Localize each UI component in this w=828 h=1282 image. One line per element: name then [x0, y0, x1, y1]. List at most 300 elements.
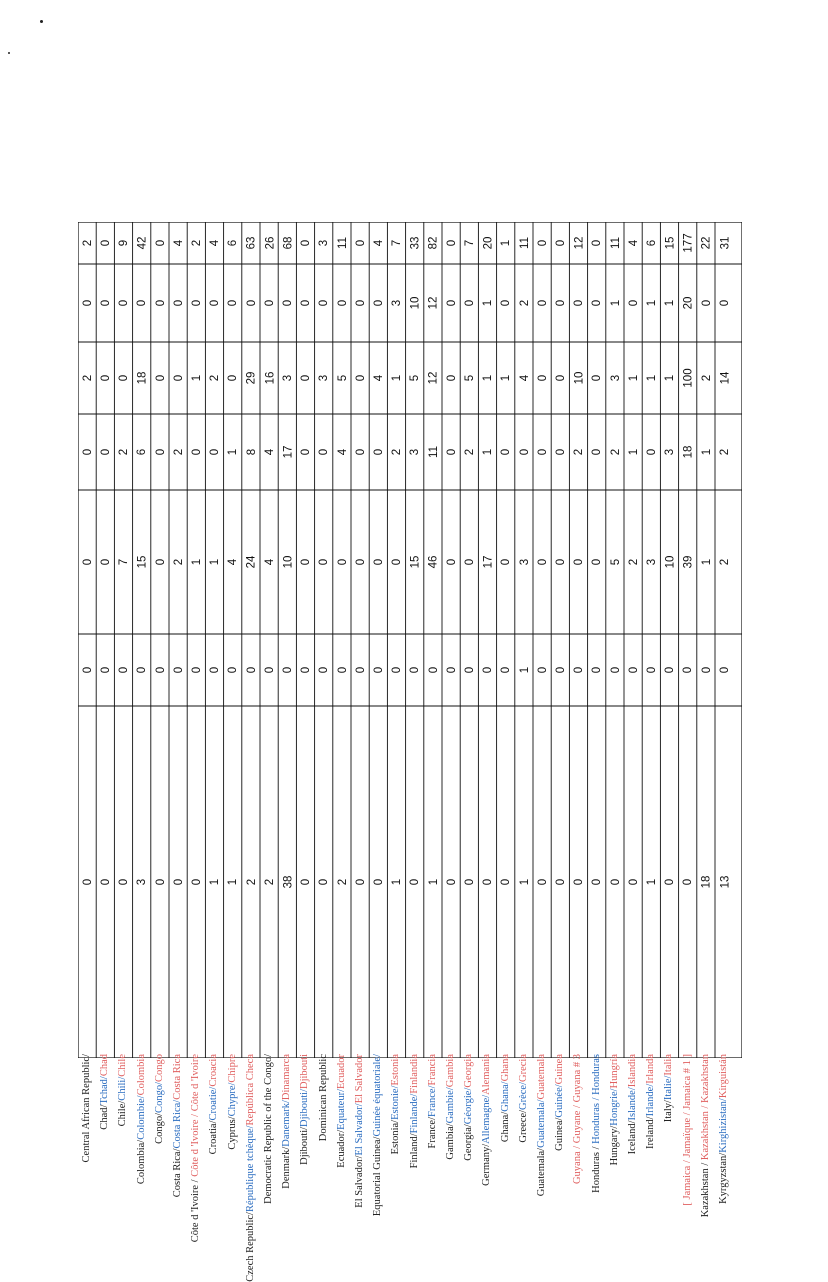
table-cell: 0 — [373, 558, 386, 566]
row-label — [298, 1054, 316, 1165]
table-cell: 38 — [282, 875, 295, 889]
table-cell: 0 — [555, 558, 568, 566]
table-cell: 2 — [118, 448, 131, 456]
table-cell: 0 — [300, 374, 313, 382]
row-label-part: Djibouti — [299, 1054, 311, 1090]
table-cell: 2 — [336, 878, 349, 886]
table-cell: 3 — [318, 239, 331, 247]
table-cell: 0 — [209, 666, 222, 674]
table-cell: 0 — [537, 666, 549, 674]
table-cell: 82 — [427, 236, 440, 250]
table-cell: 0 — [664, 878, 677, 886]
table-cell: 0 — [500, 558, 513, 566]
table-cell: 15 — [409, 555, 422, 569]
table-cell: 0 — [100, 666, 113, 674]
row-label — [590, 1054, 608, 1193]
table-cell: 1 — [500, 374, 513, 382]
row-label — [681, 1054, 699, 1206]
row-label — [98, 1054, 116, 1130]
table-cell: 0 — [154, 448, 167, 456]
table-grid — [78, 222, 742, 1058]
row-label-part: Kazakhstan / — [699, 1160, 711, 1218]
table-cell: 20 — [482, 236, 495, 250]
table-cell: 6 — [227, 239, 240, 247]
table-cell: 0 — [318, 299, 331, 307]
table-cell: 0 — [300, 666, 313, 674]
table-cell: 0 — [191, 878, 204, 886]
table-cell: 0 — [245, 299, 258, 307]
rotated-table — [78, 222, 742, 1282]
table-cell: 24 — [245, 555, 258, 569]
table-cell: 15 — [664, 236, 677, 250]
table-cell: 4 — [628, 239, 640, 247]
row-label — [553, 1054, 571, 1151]
table-cell: 2 — [209, 374, 222, 382]
table-cell: 0 — [191, 299, 204, 307]
table-cell: 0 — [300, 558, 313, 566]
table-cell: 3 — [409, 448, 422, 456]
table-cell: 0 — [464, 299, 477, 307]
table-cell: 0 — [500, 448, 513, 456]
row-label-part: Gambia — [445, 1054, 456, 1088]
table-cell: 1 — [518, 878, 531, 886]
table-cell: 0 — [446, 374, 458, 382]
row-label-part: France/ — [426, 1117, 438, 1149]
row-label-part: Finlandia — [408, 1054, 420, 1094]
table-cell: 0 — [300, 299, 313, 307]
table-cell: 0 — [355, 299, 367, 307]
table-cell: 0 — [555, 299, 568, 307]
table-cell: 0 — [609, 878, 622, 886]
table-cell: 0 — [191, 666, 204, 674]
row-label-part: Ecuador/ — [335, 1129, 347, 1168]
row-label-part: Tchad/ — [99, 1076, 111, 1105]
table-cell: 26 — [263, 236, 276, 250]
row-label-part: Gambie/ — [445, 1087, 456, 1124]
table-cell: 5 — [409, 374, 422, 382]
row-label-part: Francia — [426, 1054, 438, 1086]
table-cell: 2 — [518, 299, 531, 307]
table-cell: 0 — [336, 558, 349, 566]
table-cell: 4 — [209, 239, 222, 247]
table-cell: 0 — [82, 558, 94, 566]
table-cell: 2 — [191, 239, 204, 247]
table-cell: 0 — [227, 299, 240, 307]
row-label — [207, 1054, 225, 1155]
row-label-part: Hungary/ — [608, 1125, 620, 1166]
row-label — [135, 1054, 153, 1185]
row-label — [480, 1054, 498, 1186]
row-label-part: Denmark/ — [281, 1146, 293, 1189]
row-label-part: Ecuador — [335, 1054, 347, 1089]
table-cell: 0 — [555, 374, 568, 382]
table-cell: 2 — [391, 448, 404, 456]
row-label — [262, 1054, 280, 1204]
table-cell: 0 — [591, 878, 604, 886]
table-cell: 17 — [282, 445, 295, 459]
table-cell: 15 — [136, 555, 149, 569]
table-cell: 0 — [355, 878, 367, 886]
table-cell: 63 — [245, 236, 258, 250]
row-label-part: Guinea/ — [554, 1117, 566, 1151]
table-cell: 20 — [682, 296, 695, 310]
row-label — [317, 1054, 335, 1142]
table-cell: 13 — [718, 875, 731, 889]
table-cell: 1 — [646, 374, 659, 382]
row-label-part: El Salvador/ — [354, 1155, 365, 1208]
table-cell: 1 — [427, 878, 440, 886]
table-cell: 0 — [646, 448, 659, 456]
row-label — [426, 1054, 444, 1149]
row-label-part: Irlanda — [645, 1054, 657, 1084]
table-cell: 0 — [355, 558, 367, 566]
table-cell: 2 — [82, 239, 94, 247]
table-cell: 0 — [682, 878, 695, 886]
row-label — [408, 1054, 426, 1169]
table-cell: 0 — [700, 299, 713, 307]
table-cell: 2 — [173, 558, 185, 566]
table-cell: 3 — [136, 878, 149, 886]
table-cell: 4 — [227, 558, 240, 566]
table-cell: 2 — [464, 448, 477, 456]
table-cell: 0 — [427, 666, 440, 674]
table-cell: 18 — [136, 371, 149, 385]
row-label — [171, 1054, 189, 1198]
table-cell: 1 — [482, 374, 495, 382]
table-cell: 0 — [173, 666, 185, 674]
table-cell: 0 — [300, 239, 313, 247]
table-cell: 0 — [591, 299, 604, 307]
table-cell: 0 — [446, 239, 458, 247]
row-label-part: Croatia/ — [208, 1120, 220, 1155]
table-cell: 10 — [282, 555, 295, 569]
table-cell: 0 — [628, 878, 640, 886]
table-cell: 0 — [373, 666, 386, 674]
row-label-part: Guatemala/ — [536, 1099, 547, 1148]
row-label-part: Costa Rica/ — [172, 1099, 183, 1149]
table-cell: 2 — [264, 878, 276, 886]
table-cell: 0 — [82, 448, 94, 456]
row-label-part: France/ — [426, 1085, 438, 1117]
table-cell: 1 — [482, 299, 495, 307]
table-cell: 1 — [609, 299, 622, 307]
row-label — [244, 1054, 262, 1282]
row-label-part: Kirghizistan/ — [718, 1098, 729, 1153]
table-cell: 1 — [191, 374, 204, 382]
table-cell: 0 — [719, 299, 731, 307]
table-cell: 17 — [482, 555, 495, 569]
table-cell: 1 — [628, 374, 640, 382]
row-label-part: Guinea — [554, 1054, 566, 1085]
table-cell: 177 — [682, 233, 695, 253]
table-cell: 7 — [118, 558, 131, 566]
row-label-part: Congo/ — [153, 1112, 165, 1144]
table-cell: 0 — [664, 666, 677, 674]
table-cell: 11 — [427, 446, 440, 458]
table-cell: 46 — [427, 555, 440, 569]
table-cell: 0 — [555, 448, 568, 456]
table-cell: 0 — [609, 666, 622, 674]
table-cell: 1 — [482, 448, 495, 456]
table-cell: 0 — [464, 558, 477, 566]
table-cell: 2 — [719, 448, 731, 456]
row-label-part: Alemania — [481, 1054, 493, 1095]
table-cell: 31 — [718, 236, 731, 250]
row-label-part: République tchèque/ — [244, 1125, 256, 1213]
row-label-part: Guinée équatoriale/ — [372, 1054, 384, 1137]
row-label-part: Grèce/ — [517, 1081, 529, 1110]
table-cell: 0 — [591, 448, 604, 456]
table-cell: 0 — [100, 878, 113, 886]
table-cell: 0 — [446, 448, 458, 456]
row-label — [499, 1054, 517, 1143]
table-cell: 0 — [318, 558, 331, 566]
table-cell: 3 — [646, 558, 659, 566]
table-cell: 8 — [245, 448, 258, 456]
table-cell: 0 — [573, 666, 586, 674]
row-label-part: Colombie/ — [135, 1095, 147, 1140]
table-cell: 0 — [136, 299, 149, 307]
table-cell: 4 — [264, 558, 276, 566]
table-cell: 3 — [391, 299, 404, 307]
row-label — [444, 1054, 462, 1160]
row-label-part: Kazakhstan / Kazakhstan — [699, 1054, 711, 1161]
table-cell: 0 — [446, 878, 458, 886]
table-cell: 0 — [318, 878, 331, 886]
table-cell: 10 — [664, 555, 677, 569]
table-cell: 11 — [336, 237, 349, 249]
table-cell: 1 — [209, 878, 222, 886]
table-cell: 18 — [700, 875, 713, 889]
table-cell: 11 — [518, 237, 531, 249]
table-cell: 4 — [173, 239, 185, 247]
table-cell: 1 — [391, 374, 404, 382]
row-label-part: Equateur/ — [335, 1088, 347, 1130]
table-cell: 2 — [609, 448, 622, 456]
table-cell: 1 — [700, 448, 713, 456]
row-label — [335, 1054, 353, 1168]
table-cell: 0 — [154, 299, 167, 307]
table-cell: 68 — [282, 236, 295, 250]
table-cell: 0 — [409, 666, 422, 674]
row-label — [226, 1054, 244, 1150]
row-label-part: Guinée/ — [554, 1084, 566, 1118]
table-cell: 0 — [482, 878, 495, 886]
table-cell: 1 — [646, 299, 659, 307]
row-label-part: Hongrie/ — [608, 1088, 620, 1126]
row-label-part: Cyprus/ — [226, 1116, 238, 1150]
table-cell: 1 — [227, 448, 240, 456]
table-cell: 12 — [427, 371, 440, 385]
table-cell: 12 — [427, 296, 440, 310]
table-cell: 0 — [209, 299, 222, 307]
table-cell: 0 — [482, 666, 495, 674]
table-cell: 10 — [573, 371, 586, 385]
table-cell: 0 — [391, 666, 404, 674]
table-cell: 0 — [555, 239, 568, 247]
table-cell: 6 — [136, 448, 149, 456]
table-cell: 0 — [555, 666, 568, 674]
table-cell: 10 — [409, 296, 422, 310]
table-cell: 12 — [573, 236, 586, 250]
table-cell: 0 — [646, 666, 659, 674]
row-label — [717, 1054, 735, 1204]
table-cell: 1 — [518, 666, 531, 674]
row-label-part: Djibouti/ — [299, 1126, 311, 1165]
row-label-part: Kyrgyzstan/ — [718, 1152, 729, 1204]
row-label-part: Greece/ — [517, 1109, 529, 1143]
table-cell: 0 — [118, 374, 131, 382]
table-cell: 0 — [573, 299, 586, 307]
table-cell: 7 — [391, 239, 404, 247]
table-cell: 18 — [682, 445, 695, 459]
table-cell: 0 — [591, 558, 604, 566]
row-label-part: Ghana/ — [499, 1081, 511, 1112]
table-cell: 4 — [373, 374, 386, 382]
row-label-part: Estonia — [390, 1054, 402, 1086]
row-label-part: Estonie/ — [390, 1085, 402, 1120]
row-label — [116, 1054, 134, 1127]
table-cell: 0 — [282, 666, 295, 674]
table-cell: 0 — [446, 299, 458, 307]
table-cell: 4 — [264, 448, 276, 456]
table-cell: 0 — [154, 558, 167, 566]
row-label-part: Guatemala — [536, 1054, 547, 1100]
table-cell: 0 — [409, 878, 422, 886]
table-cell: 0 — [118, 666, 131, 674]
row-label-part: Colombia/ — [135, 1139, 147, 1185]
table-cell: 1 — [646, 878, 659, 886]
table-cell: 0 — [446, 558, 458, 566]
table-cell: 1 — [227, 878, 240, 886]
table-cell: 0 — [82, 666, 94, 674]
table-cell: 0 — [154, 878, 167, 886]
row-label-part: Finland/ — [408, 1133, 420, 1169]
row-label-part: Germany/ — [481, 1143, 493, 1186]
table-cell: 0 — [719, 666, 731, 674]
row-label-part: Dominican Republic — [317, 1054, 329, 1142]
scan-speck — [8, 52, 10, 54]
table-cell: 0 — [227, 374, 240, 382]
table-cell: 0 — [591, 666, 604, 674]
row-label-part: Italia — [663, 1054, 675, 1076]
table-cell: 0 — [100, 299, 113, 307]
row-label-part: Gambia/ — [445, 1123, 456, 1160]
table-cell: 1 — [391, 878, 404, 886]
row-label — [389, 1054, 407, 1155]
table-cell: 14 — [718, 371, 731, 385]
table-cell: 1 — [664, 299, 677, 307]
table-cell: 0 — [373, 299, 386, 307]
table-cell: 2 — [245, 878, 258, 886]
table-cell: 2 — [719, 558, 731, 566]
table-cell: 0 — [336, 299, 349, 307]
table-cell: 1 — [209, 558, 222, 566]
table-cell: 3 — [518, 558, 531, 566]
row-label-part: Georgia/ — [463, 1124, 475, 1161]
table-cell: 0 — [154, 666, 167, 674]
table-cell: 2 — [700, 374, 713, 382]
row-label-part: Honduras / — [590, 1143, 602, 1193]
table-cell: 0 — [591, 374, 604, 382]
row-label-part: Djibouti/ — [299, 1089, 311, 1127]
row-label — [626, 1054, 644, 1155]
row-label-part: Finlande/ — [408, 1093, 420, 1134]
row-label-part: El Salvador/ — [354, 1103, 365, 1156]
table-cell: 0 — [628, 299, 640, 307]
row-label-part: Colombia — [135, 1054, 147, 1096]
row-label-part: Chypre/ — [226, 1082, 238, 1117]
row-label-part: [ Jamaica / Jamaïque / Jamaica # 1 ] — [681, 1054, 693, 1206]
table-cell: 22 — [700, 236, 713, 250]
table-cell: 0 — [191, 448, 204, 456]
table-cell: 0 — [118, 878, 131, 886]
table-cell: 0 — [227, 666, 240, 674]
row-label-part: Islandia — [627, 1054, 638, 1088]
row-label — [699, 1054, 717, 1218]
table-cell: 2 — [573, 448, 586, 456]
row-label — [517, 1054, 535, 1143]
table-cell: 1 — [664, 374, 677, 382]
table-cell: 0 — [464, 878, 477, 886]
table-cell: 100 — [682, 368, 695, 388]
table-cell: 0 — [537, 558, 549, 566]
table-cell: 0 — [373, 448, 386, 456]
table-cell: 3 — [609, 374, 622, 382]
table-cell: 0 — [537, 878, 549, 886]
table-cell: 2 — [628, 558, 640, 566]
table-cell: 0 — [391, 558, 404, 566]
row-label-part: El Salvador — [354, 1054, 365, 1104]
table-cell: 0 — [573, 558, 586, 566]
table-cell: 42 — [136, 236, 149, 250]
table-cell: 0 — [300, 878, 313, 886]
row-label-part: Grecia — [517, 1054, 529, 1082]
row-label-part: Honduras / Honduras — [590, 1054, 602, 1144]
row-label-part: Democratic Republic of the Congo/ — [263, 1054, 274, 1204]
table-cell: 0 — [537, 374, 549, 382]
row-label — [371, 1054, 389, 1217]
table-cell: 0 — [573, 878, 586, 886]
table-cell: 6 — [646, 239, 659, 247]
table-cell: 0 — [100, 448, 113, 456]
table-cell: 0 — [355, 666, 367, 674]
row-label — [353, 1054, 371, 1208]
row-label — [644, 1054, 662, 1150]
row-label-part: Ghana — [499, 1054, 511, 1082]
row-label-part: Croatie/ — [208, 1086, 220, 1121]
row-label-part: Allemagne/ — [481, 1094, 493, 1144]
table-cell: 4 — [373, 239, 386, 247]
row-label-part: Chili/ — [117, 1076, 129, 1101]
row-label — [608, 1054, 626, 1166]
row-label-part: Congo/ — [153, 1082, 165, 1113]
table-cell: 0 — [100, 558, 113, 566]
table-cell: 0 — [209, 448, 222, 456]
table-cell: 39 — [682, 555, 695, 569]
table-cell: 2 — [82, 374, 94, 382]
table-cell: 0 — [173, 374, 185, 382]
table-cell: 0 — [318, 666, 331, 674]
table-cell: 0 — [173, 878, 185, 886]
row-label — [662, 1054, 680, 1123]
row-label — [571, 1054, 589, 1185]
table-cell: 0 — [500, 299, 513, 307]
table-cell: 0 — [118, 299, 131, 307]
row-label-part: República Checa — [244, 1054, 256, 1126]
table-cell: 1 — [191, 558, 204, 566]
table-cell: 0 — [628, 666, 640, 674]
